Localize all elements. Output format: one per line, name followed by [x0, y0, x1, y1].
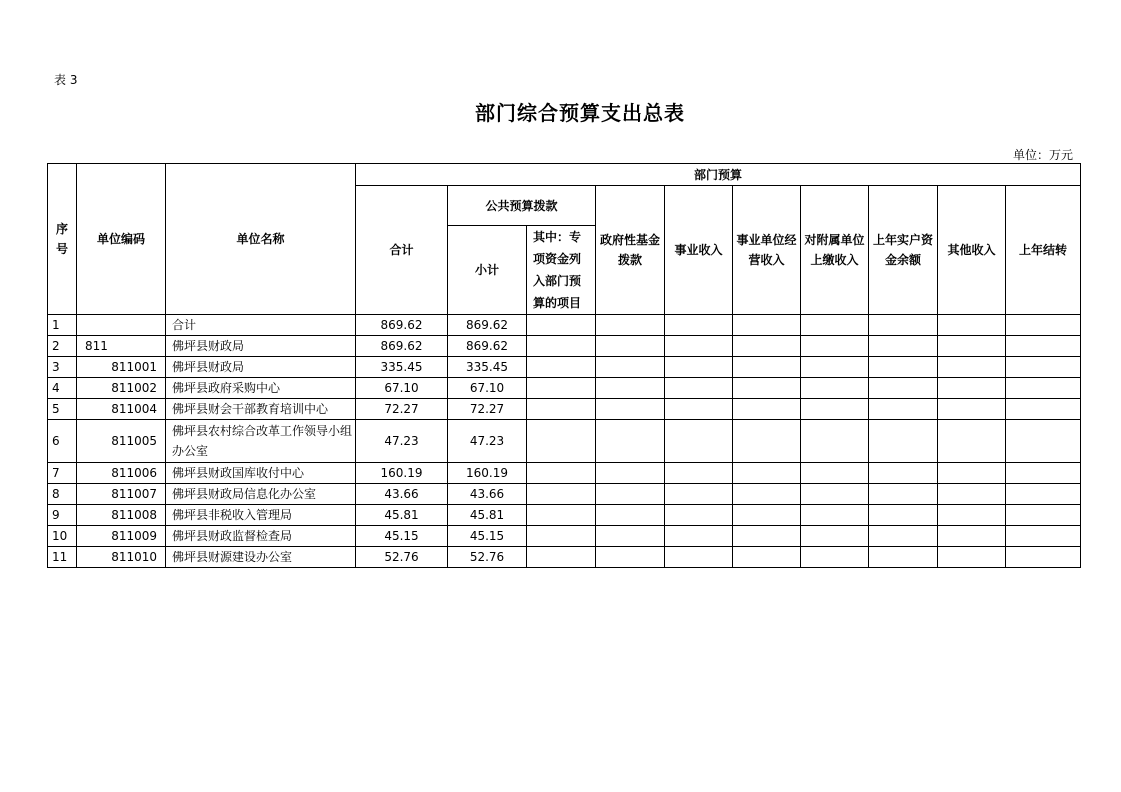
empty-cell — [869, 484, 938, 505]
empty-cell — [801, 336, 869, 357]
empty-cell — [733, 357, 801, 378]
table-row — [48, 463, 1081, 484]
table-row — [48, 526, 1081, 547]
row-subtotal: 160.19 — [448, 463, 527, 484]
empty-cell — [938, 336, 1006, 357]
empty-cell — [527, 420, 596, 463]
row-seq: 5 — [48, 399, 77, 420]
empty-cell — [869, 315, 938, 336]
empty-cell — [527, 484, 596, 505]
row-total: 160.19 — [356, 463, 448, 484]
row-seq: 2 — [48, 336, 77, 357]
empty-cell — [596, 420, 665, 463]
budget-table — [47, 163, 1081, 568]
empty-cell — [527, 399, 596, 420]
row-unit-code: 811004 — [77, 399, 166, 420]
empty-cell — [938, 378, 1006, 399]
row-total: 47.23 — [356, 420, 448, 463]
row-seq: 7 — [48, 463, 77, 484]
row-subtotal: 52.76 — [448, 547, 527, 568]
header-last-year-balance: 上年实户资金余额 — [869, 186, 938, 315]
row-seq: 9 — [48, 505, 77, 526]
row-unit-name: 佛坪县财政局信息化办公室 — [166, 484, 356, 505]
empty-cell — [596, 336, 665, 357]
row-total: 67.10 — [356, 378, 448, 399]
table-row — [48, 357, 1081, 378]
empty-cell — [596, 357, 665, 378]
row-seq: 11 — [48, 547, 77, 568]
row-unit-name: 佛坪县农村综合改革工作领导小组办公室 — [166, 420, 356, 463]
empty-cell — [801, 378, 869, 399]
row-subtotal: 45.81 — [448, 505, 527, 526]
unit-label: 单位：万元 — [1012, 148, 1073, 162]
row-subtotal: 43.66 — [448, 484, 527, 505]
header-affiliate-income: 对附属单位上缴收入 — [801, 186, 869, 315]
table-row — [48, 547, 1081, 568]
empty-cell — [733, 315, 801, 336]
empty-cell — [1006, 526, 1081, 547]
header-other-income: 其他收入 — [938, 186, 1006, 315]
empty-cell — [665, 463, 733, 484]
row-unit-code: 811008 — [77, 505, 166, 526]
table-row — [48, 336, 1081, 357]
row-total: 45.81 — [356, 505, 448, 526]
empty-cell — [527, 357, 596, 378]
row-unit-code — [77, 315, 166, 336]
empty-cell — [938, 315, 1006, 336]
row-unit-name: 合计 — [166, 315, 356, 336]
row-seq: 1 — [48, 315, 77, 336]
empty-cell — [869, 505, 938, 526]
empty-cell — [527, 505, 596, 526]
empty-cell — [869, 399, 938, 420]
empty-cell — [869, 526, 938, 547]
empty-cell — [527, 315, 596, 336]
row-unit-name: 佛坪县政府采购中心 — [166, 378, 356, 399]
empty-cell — [527, 463, 596, 484]
empty-cell — [596, 378, 665, 399]
empty-cell — [938, 547, 1006, 568]
row-total: 43.66 — [356, 484, 448, 505]
row-subtotal: 67.10 — [448, 378, 527, 399]
empty-cell — [801, 357, 869, 378]
table-row — [48, 399, 1081, 420]
empty-cell — [733, 484, 801, 505]
row-unit-code: 811001 — [77, 357, 166, 378]
header-subtotal: 小计 — [448, 226, 527, 315]
empty-cell — [527, 547, 596, 568]
row-unit-code: 811005 — [77, 420, 166, 463]
table-number: 表 3 — [54, 73, 78, 87]
row-unit-code: 811010 — [77, 547, 166, 568]
empty-cell — [665, 526, 733, 547]
row-unit-name: 佛坪县财政局 — [166, 336, 356, 357]
empty-cell — [801, 315, 869, 336]
empty-cell — [938, 399, 1006, 420]
empty-cell — [938, 505, 1006, 526]
empty-cell — [527, 336, 596, 357]
header-seq: 序号 — [48, 164, 77, 315]
header-unit-code: 单位编码 — [77, 164, 166, 315]
empty-cell — [801, 420, 869, 463]
table-row — [48, 315, 1081, 336]
row-total: 869.62 — [356, 336, 448, 357]
row-seq: 4 — [48, 378, 77, 399]
row-unit-name: 佛坪县非税收入管理局 — [166, 505, 356, 526]
empty-cell — [665, 420, 733, 463]
header-career-income: 事业收入 — [665, 186, 733, 315]
table-row — [48, 505, 1081, 526]
empty-cell — [1006, 315, 1081, 336]
empty-cell — [938, 526, 1006, 547]
row-unit-name: 佛坪县财源建设办公室 — [166, 547, 356, 568]
table-row — [48, 378, 1081, 399]
empty-cell — [801, 526, 869, 547]
empty-cell — [733, 505, 801, 526]
empty-cell — [869, 547, 938, 568]
row-seq: 3 — [48, 357, 77, 378]
empty-cell — [869, 357, 938, 378]
row-unit-name: 佛坪县财政国库收付中心 — [166, 463, 356, 484]
empty-cell — [596, 526, 665, 547]
empty-cell — [733, 336, 801, 357]
empty-cell — [801, 399, 869, 420]
empty-cell — [1006, 420, 1081, 463]
header-last-year-carry: 上年结转 — [1006, 186, 1081, 315]
empty-cell — [665, 505, 733, 526]
row-unit-name: 佛坪县财会干部教育培训中心 — [166, 399, 356, 420]
header-gov-fund: 政府性基金拨款 — [596, 186, 665, 315]
empty-cell — [596, 547, 665, 568]
row-subtotal: 869.62 — [448, 336, 527, 357]
empty-cell — [596, 484, 665, 505]
empty-cell — [733, 378, 801, 399]
row-total: 52.76 — [356, 547, 448, 568]
empty-cell — [596, 463, 665, 484]
row-unit-code: 811006 — [77, 463, 166, 484]
row-unit-code: 811002 — [77, 378, 166, 399]
row-unit-code: 811007 — [77, 484, 166, 505]
empty-cell — [665, 484, 733, 505]
empty-cell — [665, 547, 733, 568]
row-subtotal: 72.27 — [448, 399, 527, 420]
row-unit-code: 811009 — [77, 526, 166, 547]
empty-cell — [938, 463, 1006, 484]
empty-cell — [1006, 484, 1081, 505]
header-dept-budget: 部门预算 — [356, 164, 1081, 186]
empty-cell — [801, 484, 869, 505]
header-public-budget: 公共预算拨款 — [448, 186, 596, 226]
empty-cell — [869, 378, 938, 399]
row-seq: 6 — [48, 420, 77, 463]
row-total: 335.45 — [356, 357, 448, 378]
empty-cell — [596, 399, 665, 420]
row-total: 72.27 — [356, 399, 448, 420]
empty-cell — [1006, 547, 1081, 568]
row-unit-name: 佛坪县财政监督检查局 — [166, 526, 356, 547]
empty-cell — [733, 526, 801, 547]
table-row — [48, 484, 1081, 505]
empty-cell — [1006, 505, 1081, 526]
empty-cell — [1006, 399, 1081, 420]
empty-cell — [869, 463, 938, 484]
empty-cell — [869, 336, 938, 357]
empty-cell — [665, 336, 733, 357]
empty-cell — [938, 484, 1006, 505]
empty-cell — [527, 378, 596, 399]
empty-cell — [527, 526, 596, 547]
row-subtotal: 869.62 — [448, 315, 527, 336]
row-subtotal: 47.23 — [448, 420, 527, 463]
empty-cell — [733, 547, 801, 568]
empty-cell — [733, 399, 801, 420]
empty-cell — [1006, 378, 1081, 399]
empty-cell — [938, 357, 1006, 378]
header-biz-income: 事业单位经营收入 — [733, 186, 801, 315]
empty-cell — [869, 420, 938, 463]
header-unit-name: 单位名称 — [166, 164, 356, 315]
header-special-items: 其中：专项资金列入部门预算的项目 — [527, 226, 596, 315]
empty-cell — [733, 463, 801, 484]
row-total: 45.15 — [356, 526, 448, 547]
empty-cell — [665, 378, 733, 399]
row-subtotal: 335.45 — [448, 357, 527, 378]
empty-cell — [801, 547, 869, 568]
row-seq: 10 — [48, 526, 77, 547]
empty-cell — [665, 315, 733, 336]
empty-cell — [1006, 463, 1081, 484]
empty-cell — [801, 505, 869, 526]
table-row — [48, 420, 1081, 463]
row-total: 869.62 — [356, 315, 448, 336]
row-unit-code: 811 — [77, 336, 166, 357]
empty-cell — [665, 357, 733, 378]
empty-cell — [801, 463, 869, 484]
empty-cell — [1006, 357, 1081, 378]
empty-cell — [938, 420, 1006, 463]
row-seq: 8 — [48, 484, 77, 505]
empty-cell — [665, 399, 733, 420]
empty-cell — [733, 420, 801, 463]
empty-cell — [596, 315, 665, 336]
row-subtotal: 45.15 — [448, 526, 527, 547]
empty-cell — [596, 505, 665, 526]
header-total: 合计 — [356, 186, 448, 315]
page-title: 部门综合预算支出总表 — [475, 101, 685, 125]
empty-cell — [1006, 336, 1081, 357]
row-unit-name: 佛坪县财政局 — [166, 357, 356, 378]
